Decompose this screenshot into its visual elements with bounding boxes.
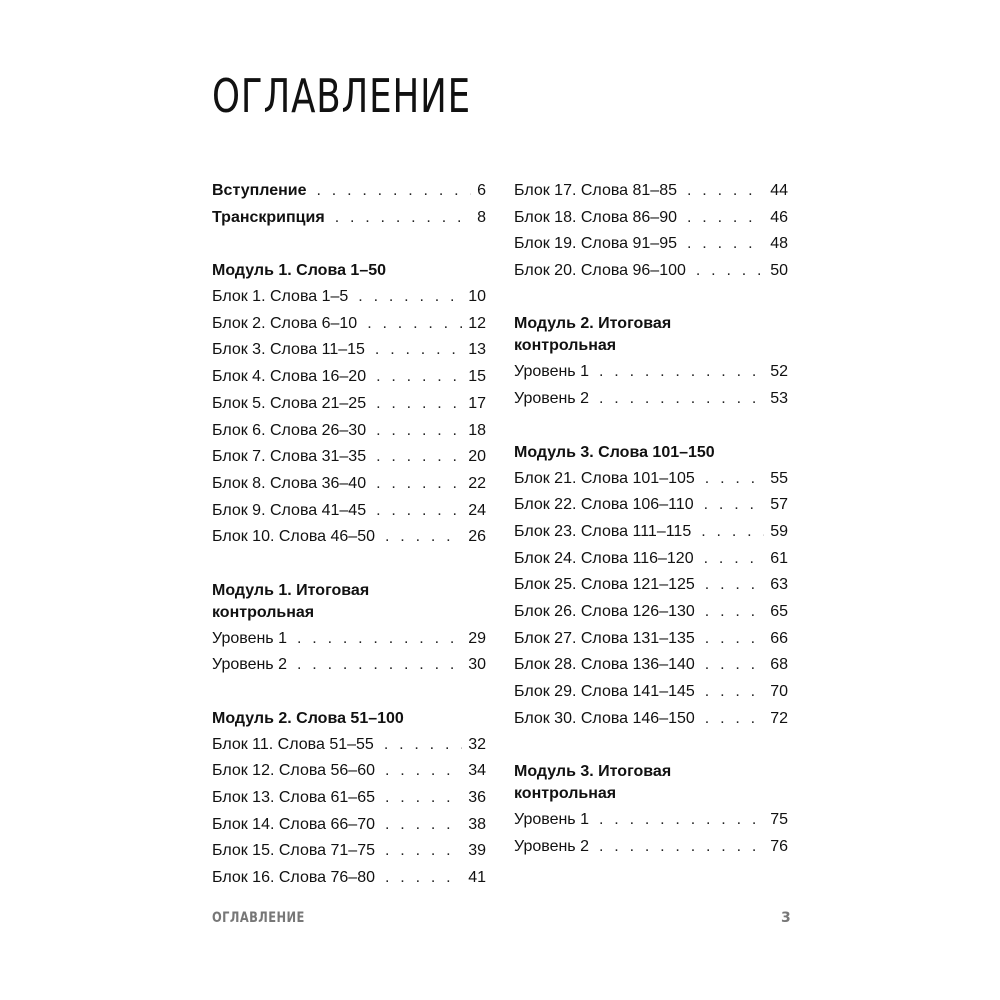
toc-entry[interactable] [514,519,788,546]
toc-entry-label: Блок 13. Слова 61–65 [212,789,375,807]
toc-heading-line: Модуль 1. Итоговая [212,581,370,599]
toc-entry[interactable] [514,834,788,861]
toc-entry-label: Блок 28. Слова 136–140 [514,656,695,674]
toc-entry-label: Блок 27. Слова 131–135 [514,629,695,647]
toc-entry[interactable] [212,785,486,812]
toc-entry[interactable] [514,466,788,493]
toc-entry-page: 24 [468,501,486,519]
toc-entry-page: 36 [468,789,486,807]
toc-entry-label: Блок 4. Слова 16–20 [212,368,367,386]
toc-entry-label: Блок 22. Слова 106–110 [514,496,694,514]
toc-entry-label: Блок 24. Слова 116–120 [514,549,694,567]
toc-entry-label: Уровень 2 [514,390,589,408]
toc-section-module3-test [514,759,788,860]
dot-leader [367,311,462,338]
toc-entry-label: Уровень 2 [514,837,589,855]
toc-entry[interactable] [212,524,486,551]
toc-entry-page: 44 [770,182,788,199]
dot-leader [376,498,462,525]
dot-leader [705,679,764,706]
toc-entry[interactable] [514,546,788,573]
toc-entry[interactable] [514,652,788,679]
toc-entry-page: 63 [770,576,788,594]
toc-entry-page: 72 [770,709,788,727]
toc-section-heading[interactable]: Модуль 3. Слова 101–150 [514,443,715,461]
dot-leader [297,652,462,679]
toc-entry-label: Блок 20. Слова 96–100 [514,262,686,280]
dot-leader [599,807,764,834]
toc-section-module2-continued [514,178,788,285]
toc-entry[interactable] [212,311,486,338]
toc-entry-label: Блок 19. Слова 91–95 [514,235,677,253]
dot-leader [385,785,462,812]
toc-entry-page: 26 [468,528,486,546]
toc-entry-page: 66 [770,629,788,647]
dot-leader [376,418,462,445]
toc-entry-label: Блок 30. Слова 146–150 [514,709,695,727]
toc-entry-label: Блок 7. Слова 31–35 [212,448,367,466]
toc-entry-label: Уровень 2 [212,656,287,674]
toc-entry-label: Блок 17. Слова 81–85 [514,182,677,199]
toc-entry-page: 53 [770,390,788,408]
dot-leader [687,178,764,205]
toc-entry[interactable] [514,572,788,599]
toc-heading-line: Модуль 2. Итоговая [514,315,672,333]
toc-left-column [212,178,486,892]
dot-leader [687,231,764,258]
toc-entry-page: 70 [770,683,788,700]
dot-leader [704,492,765,519]
toc-section-module1 [212,258,486,551]
toc-entry-label: Уровень 1 [514,811,589,829]
toc-entry-page: 65 [770,602,788,620]
toc-entry-page: 34 [468,762,486,780]
dot-leader [687,205,764,232]
toc-entry-label: Блок 26. Слова 126–130 [514,602,695,620]
toc-entry-label: Транскрипция [212,208,325,226]
toc-entry-page: 48 [770,235,788,253]
toc-entry-page: 38 [468,815,486,833]
toc-entry[interactable] [212,418,486,445]
dot-leader [705,599,764,626]
toc-entry-page: 57 [770,496,788,514]
toc-entry[interactable] [514,599,788,626]
dot-leader [376,391,462,418]
toc-entry-page: 59 [770,522,788,540]
toc-entry-page: 22 [468,474,486,492]
toc-entry-page: 20 [468,448,486,466]
dot-leader [705,466,764,493]
toc-entry[interactable] [514,679,788,706]
dot-leader [317,178,472,205]
toc-entry-page: 76 [770,837,788,855]
toc-section-heading[interactable] [212,578,486,626]
dot-leader [385,524,462,551]
dot-leader [297,626,462,653]
dot-leader [385,865,462,892]
toc-entry[interactable] [212,205,486,232]
dot-leader [705,626,764,653]
toc-entry[interactable] [514,258,788,285]
toc-entry-label: Блок 15. Слова 71–75 [212,842,375,860]
toc-entry[interactable] [212,865,486,892]
toc-entry-label: Блок 21. Слова 101–105 [514,469,695,487]
toc-entry-page: 61 [770,549,788,567]
toc-entry[interactable] [212,178,486,205]
dot-leader [705,652,764,679]
toc-entry-label: Блок 11. Слова 51–55 [212,735,374,753]
toc-section-heading[interactable] [514,311,788,359]
toc-entry[interactable] [212,626,486,653]
toc-entry[interactable] [514,706,788,733]
toc-section-module2 [212,706,486,892]
toc-entry[interactable] [514,231,788,258]
toc-entry-label: Вступление [212,182,307,199]
toc-entry-label: Блок 5. Слова 21–25 [212,394,367,412]
dot-leader [705,706,764,733]
toc-entry[interactable] [514,626,788,653]
dot-leader [384,732,462,759]
toc-entry-page: 75 [770,811,788,829]
dot-leader [385,838,462,865]
toc-entry[interactable] [212,364,486,391]
toc-entry-page: 12 [468,314,486,332]
toc-entry-page: 32 [468,735,486,753]
dot-leader [704,546,765,573]
dot-leader [385,812,462,839]
toc-section-module2-test [514,311,788,412]
toc-entry-label: Блок 8. Слова 36–40 [212,474,367,492]
toc-entry[interactable] [514,205,788,232]
dot-leader [385,758,462,785]
toc-entry[interactable] [212,471,486,498]
toc-entry-label: Блок 2. Слова 6–10 [212,314,358,332]
dot-leader [375,337,462,364]
toc-entry-label: Блок 1. Слова 1–5 [212,288,349,306]
toc-entry-page: 17 [468,394,486,412]
toc-entry-label: Блок 9. Слова 41–45 [212,501,367,519]
dot-leader [696,258,764,285]
toc-entry-page: 50 [770,262,788,280]
toc-entry-label: Уровень 1 [212,629,287,647]
toc-entry[interactable] [212,838,486,865]
dot-leader [376,471,462,498]
toc-entry[interactable] [514,359,788,386]
toc-entry[interactable] [212,444,486,471]
toc-entry-label: Блок 3. Слова 11–15 [212,341,365,359]
toc-entry-page: 8 [477,208,486,226]
toc-entry-page: 30 [468,656,486,674]
toc-entry-page: 15 [468,368,486,386]
toc-entry-page: 52 [770,363,788,381]
toc-entry-label: Блок 16. Слова 76–80 [212,869,375,887]
dot-leader [358,284,462,311]
toc-heading-line: Модуль 3. Итоговая [514,763,672,781]
toc-entry[interactable] [212,758,486,785]
running-footer-title: ОГЛАВЛЕНИЕ [212,910,305,926]
toc-entry[interactable] [212,284,486,311]
toc-entry-page: 18 [468,421,486,439]
toc-heading-line: контрольная [514,785,617,803]
toc-entry-page: 6 [477,182,486,199]
toc-entry-label: Блок 12. Слова 56–60 [212,762,375,780]
toc-entry-label: Блок 10. Слова 46–50 [212,528,375,546]
toc-entry-page: 55 [770,469,788,487]
dot-leader [376,444,462,471]
toc-section-intro [212,178,486,231]
toc-entry[interactable] [212,498,486,525]
dot-leader [599,834,764,861]
page-title: ОГЛАВЛЕНИЕ [212,69,471,123]
toc-entry-label: Блок 6. Слова 26–30 [212,421,367,439]
toc-entry[interactable] [212,652,486,679]
toc-entry-page: 41 [468,869,486,887]
toc-entry-page: 39 [468,842,486,860]
toc-section-module3 [514,440,788,733]
dot-leader [599,386,764,413]
toc-entry[interactable] [212,337,486,364]
toc-entry[interactable] [212,732,486,759]
page-number: 3 [781,910,791,926]
toc-entry[interactable] [212,812,486,839]
toc-entry[interactable] [514,178,788,205]
toc-heading-line: контрольная [514,337,617,355]
toc-section-heading[interactable]: Модуль 2. Слова 51–100 [212,709,404,727]
toc-section-heading[interactable] [514,759,788,807]
toc-entry-label: Блок 23. Слова 111–115 [514,522,692,540]
toc-entry-page: 46 [770,208,788,226]
toc-entry-label: Блок 14. Слова 66–70 [212,815,375,833]
dot-leader [701,519,764,546]
toc-heading-line: контрольная [212,603,315,621]
toc-entry[interactable] [514,807,788,834]
dot-leader [705,572,764,599]
dot-leader [335,205,471,232]
dot-leader [376,364,462,391]
toc-entry[interactable] [514,492,788,519]
toc-entry-page: 29 [468,629,486,647]
toc-entry-label: Уровень 1 [514,363,589,381]
toc-section-module1-test [212,578,486,679]
toc-right-column [514,178,788,860]
toc-entry-page: 13 [468,341,486,359]
toc-entry-page: 10 [468,288,486,306]
toc-entry[interactable] [212,391,486,418]
toc-entry-label: Блок 29. Слова 141–145 [514,683,695,700]
toc-entry-label: Блок 25. Слова 121–125 [514,576,695,594]
toc-entry-page: 68 [770,656,788,674]
toc-section-heading[interactable]: Модуль 1. Слова 1–50 [212,262,387,280]
toc-entry[interactable] [514,386,788,413]
toc-entry-label: Блок 18. Слова 86–90 [514,208,677,226]
dot-leader [599,359,764,386]
